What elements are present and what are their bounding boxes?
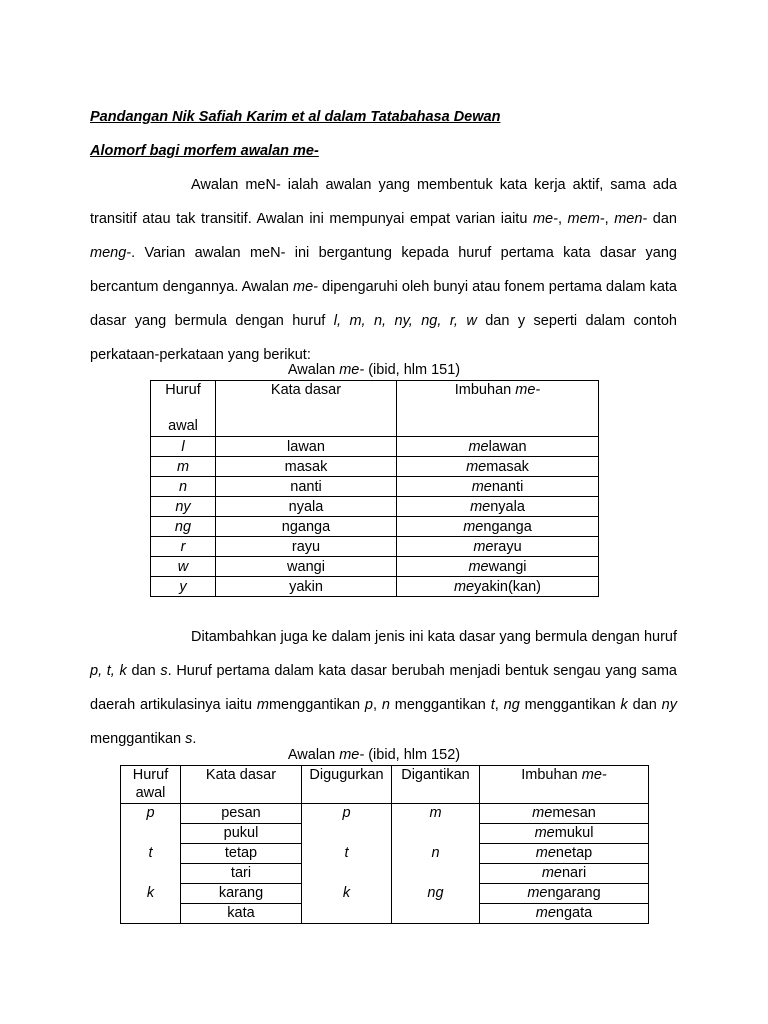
table2-cell-kata: pukul [181,824,302,844]
table2-cell-huruf: t [121,844,181,884]
table2-header-imbuhan: Imbuhan me- [480,766,649,804]
table1-cell-imbuhan: melawan [397,437,599,457]
table1-row [151,577,599,597]
table2-header-digugurkan: Digugurkan [302,766,392,804]
table1-row [151,517,599,537]
table2-cell-kata: kata [181,904,302,924]
table1-cell-huruf: w [151,557,216,577]
table1-cell-kata: wangi [216,557,397,577]
table1-header-imbuhan: Imbuhan me- [397,381,599,437]
table1-row [151,557,599,577]
heading-title: Pandangan Nik Safiah Karim et al dalam Tatabahasa Dewan [90,109,501,125]
table1-row [151,477,599,497]
table1-header-kata-dasar: Kata dasar [216,381,397,437]
table1-cell-huruf: l [151,437,216,457]
table1-cell-huruf: r [151,537,216,557]
table1-row [151,497,599,517]
table2-cell-kata: karang [181,884,302,904]
table1-cell-kata: nanti [216,477,397,497]
table2-cell-imbuhan: mengarang [480,884,649,904]
table1-cell-kata: nyala [216,497,397,517]
table2-cell-imbuhan: menetap [480,844,649,864]
table2-cell-digantikan: ng [392,884,480,924]
table-awalan-me-2 [120,765,649,924]
table1-cell-kata: rayu [216,537,397,557]
table2-cell-kata: pesan [181,804,302,824]
table1-header-huruf: Huruf awal [151,381,216,437]
table1-cell-kata: lawan [216,437,397,457]
table2-row [121,804,649,824]
table1-cell-huruf: ny [151,497,216,517]
table-awalan-me-1 [150,380,599,597]
paragraph-intro: Awalan meN- ialah awalan yang membentuk kata kerja aktif, sama ada transitif atau tak transitif. Awalan ini mempunyai empat varian iaitu me-, mem-, men- dan meng-. Varian awalan meN- ini bergantung kepada huruf pertama kata dasar yang bercantum dengannya. Awalan me- dipengaruhi oleh bunyi atau fonem pertama dalam kata dasar yang bermula dengan huruf l, m, n, ny, ng, r, w dan y seperti dalam contoh perkataan-perkataan yang berikut: [90,177,677,363]
table2-header-huruf: Huruf awal [121,766,181,804]
table1-cell-imbuhan: menyala [397,497,599,517]
table2-row [121,844,649,864]
table1-cell-imbuhan: menanti [397,477,599,497]
heading-subtitle: Alomorf bagi morfem awalan me- [90,143,319,159]
table2-header-row [121,766,649,804]
table1-cell-imbuhan: meyakin(kan) [397,577,599,597]
table2-header-digantikan: Digantikan [392,766,480,804]
table2-cell-digantikan: m [392,804,480,844]
table1-cell-imbuhan: memasak [397,457,599,477]
table1-cell-huruf: m [151,457,216,477]
table2-cell-digugurkan: p [302,804,392,844]
table1-header-row [151,381,599,437]
paragraph-ptks: Ditambahkan juga ke dalam jenis ini kata dasar yang bermula dengan huruf p, t, k dan s. Huruf pertama dalam kata dasar berubah menjadi bentuk sengau yang sama daerah artikulasinya iaitu mmenggantikan p, n menggantikan t, ng menggantikan k dan ny menggantikan s. [90,629,678,747]
table1-cell-imbuhan: mewangi [397,557,599,577]
table1-cell-kata: nganga [216,517,397,537]
table1-cell-kata: masak [216,457,397,477]
table1-row [151,457,599,477]
table2-cell-kata: tetap [181,844,302,864]
table2-cell-imbuhan: memukul [480,824,649,844]
table1-cell-kata: yakin [216,577,397,597]
table2-cell-digugurkan: t [302,844,392,884]
table2-cell-digugurkan: k [302,884,392,924]
table2-row [121,884,649,904]
table2-cell-imbuhan: menari [480,864,649,884]
table2-cell-imbuhan: mengata [480,904,649,924]
table1-cell-imbuhan: merayu [397,537,599,557]
table2-header-kata-dasar: Kata dasar [181,766,302,804]
table1-cell-huruf: y [151,577,216,597]
table1-cell-huruf: n [151,477,216,497]
table1-row [151,437,599,457]
table2-cell-imbuhan: memesan [480,804,649,824]
table1-cell-huruf: ng [151,517,216,537]
table2-cell-kata: tari [181,864,302,884]
table1-cell-imbuhan: menganga [397,517,599,537]
table1-caption: Awalan me- (ibid, hlm 151) [287,362,461,378]
table1-row [151,537,599,557]
table2-cell-digantikan: n [392,844,480,884]
table2-cell-huruf: k [121,884,181,924]
table2-cell-huruf: p [121,804,181,844]
table2-caption: Awalan me- (ibid, hlm 152) [287,747,461,763]
